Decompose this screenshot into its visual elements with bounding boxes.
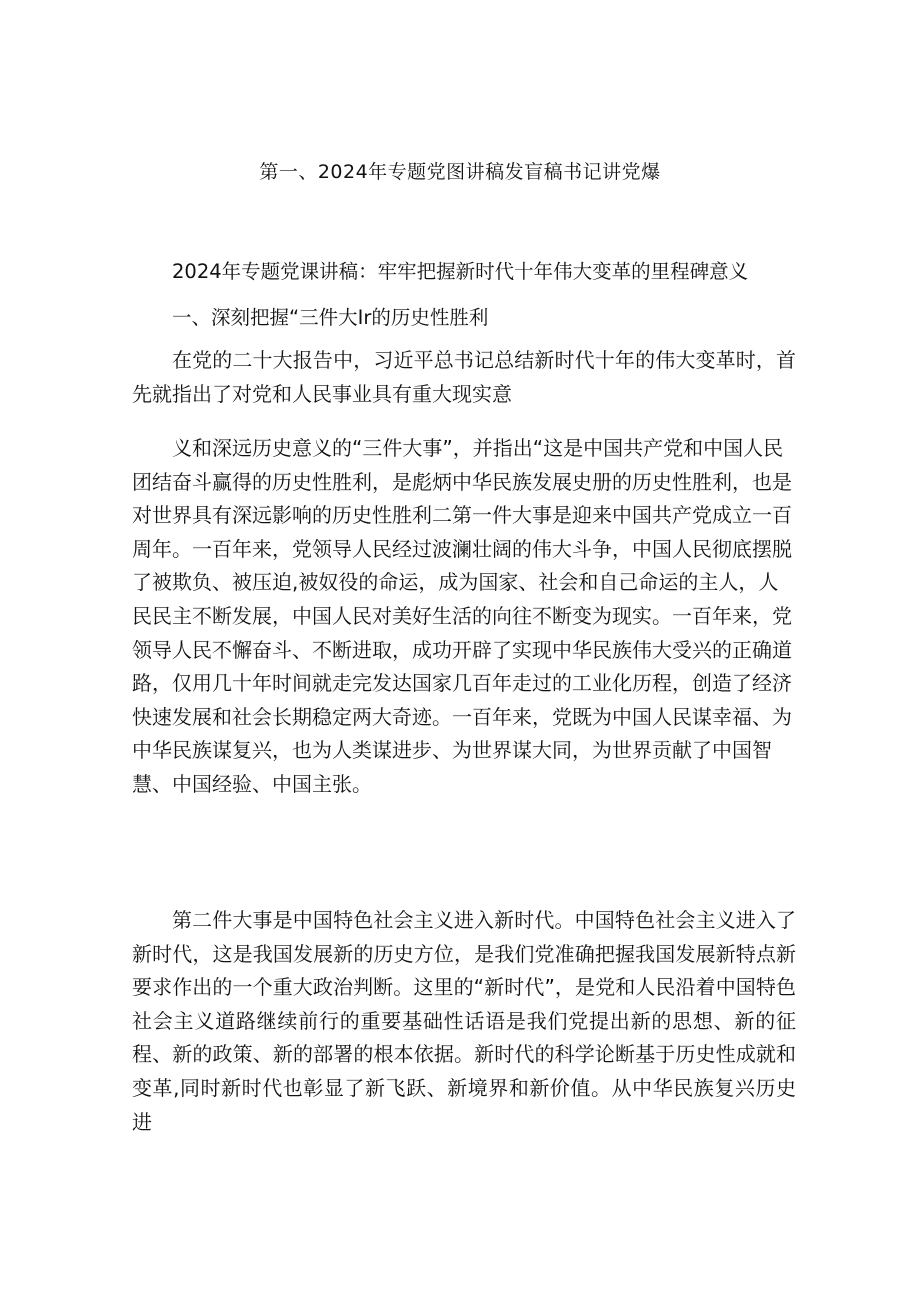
body-paragraph-1: 在党的二十大报告中，习近平总书记总结新时代十年的伟大变革时，首先就指出了对党和人民事业具有重大现实意 <box>132 348 796 406</box>
body-paragraph-3: 第二件大事是中国特色社会主义进入新时代。中国特色社会主义进入了新时代，这是我国发展新的历史方位，是我们党准确把握我国发展新特点新要求作出的一个重大政治判断。这里的“新时代”，是党和人民沿着中国特色社会主义道路继续前行的重要基础性话语是我们党提出新的思想、新的征程、新的政策、新的部署的根本依据。新时代的科学论断基于历史性成就和变革,同时新时代也彰显了新飞跃、新境界和新价值。从中华民族复兴历史进 <box>132 908 796 1134</box>
document-subtitle: 2024年专题党课讲稿：牢牢把握新时代十年伟大变革的里程碑意义 <box>172 260 749 283</box>
body-paragraph-2: 义和深远历史意义的“三件大事”，并指出“这是中国共产党和中国人民团结奋斗赢得的历史性胜利，是彪炳中华民族发展史册的历史性胜利，也是对世界具有深远影响的历史性胜利二第一件大事是迎来中国共产党成立一百周年。一百年来，党领导人民经过波澜壮阔的伟大斗争，中国人民彻底摆脱了被欺负、被压迫,被奴役的命运，成为国家、社会和自己命运的主人，人民民主不断发展，中国人民对美好生活的向往不断变为现实。一百年来，党领导人民不懈奋斗、不断进取，成功开辟了实现中华民族伟大受兴的正确道路，仅用几十年时间就走完发达国家几百年走过的工业化历程，创造了经济快速发展和社会长期稳定两大奇迹。一百年来，党既为中国人民谋幸福、为中华民族谋复兴，也为人类谋进步、为世界谋大同，为世界贡献了中国智慧、中国经验、中国主张。 <box>132 436 792 796</box>
section-heading: 一、深刻把握“三件大Ir的历史性胜利 <box>172 306 489 329</box>
document-title: 第一、2024年专题党图讲稿发盲稿书记讲党爆 <box>259 161 661 183</box>
